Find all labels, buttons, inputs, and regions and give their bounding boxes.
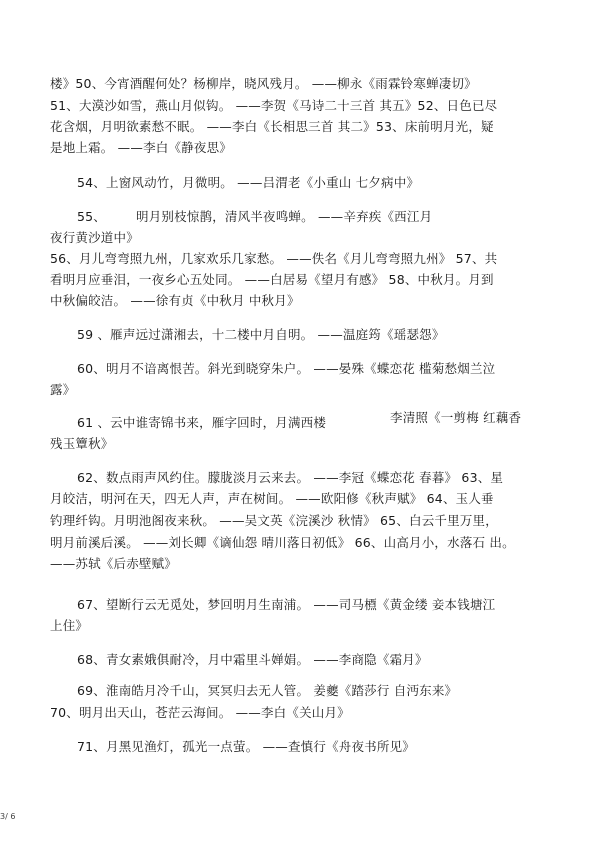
text-line: 是地上霜。 ——李白《静夜思》 (50, 140, 232, 155)
text-line: 中秋偏皎洁。 ——徐有贞《中秋月 中秋月》 (50, 293, 300, 308)
text-line: 月皎洁，明河在天，四无人声，声在树间。 ——欧阳修《秋声赋》 64、玉人垂 (50, 491, 494, 506)
page-number: 3/ 6 (0, 812, 16, 821)
text-line: 60、明月不谙离恨苦。斜光到晓穿朱户。 ——晏殊《蝶恋花 槛菊愁烟兰泣 (77, 361, 496, 376)
text-line: 上住》 (50, 618, 89, 633)
text-line: 看明月应垂泪，一夜乡心五处同。 ——白居易《望月有感》 58、中秋月。月到 (50, 272, 494, 287)
text-line: 54、上窗风动竹，月微明。 ——吕渭老《小重山 七夕病中》 (77, 175, 420, 190)
text-line: 露》 (50, 382, 76, 397)
text-line: 59 、雁声远过潇湘去，十二楼中月自明。 ——温庭筠《瑶瑟怨》 (77, 327, 445, 342)
text-line: 70、明月出天山，苍茫云海间。 ——李白《关山月》 (50, 705, 350, 720)
text-line: 67、望断行云无觅处，梦回明月生南浦。 ——司马槱《黄金缕 妾本钱塘江 (77, 597, 496, 612)
text-line: 楼》50、今宵酒醒何处？杨柳岸，晓风残月。 ——柳永《雨霖铃寒蝉凄切》 (50, 76, 477, 91)
text-line: 68、青女素娥俱耐冷，月中霜里斗婵娟。 ——李商隐《霜月》 (77, 652, 428, 667)
text-line: 71、月黑见渔灯，孤光一点萤。 ——查慎行《舟夜书所见》 (77, 739, 415, 754)
text-line: 花含烟，月明欲素愁不眠。 ——李白《长相思三首 其二》53、床前明月光，疑 (50, 119, 494, 134)
text-line: 61 、云中谁寄锦书来，雁字回时，月满西楼 (77, 415, 327, 430)
text-line: 明月别枝惊鹊，清风半夜鸣蝉。 ——辛弃疾《西江月 (136, 209, 433, 224)
text-line: 56、月儿弯弯照九州，几家欢乐几家愁。 ——佚名《月儿弯弯照九州》 57、共 (50, 251, 498, 266)
text-line: 明月前溪后溪。 ——刘长卿《谪仙怨 晴川落日初低》 66、山高月小，水落石 出。 (50, 535, 515, 550)
text-line: 夜行黄沙道中》 (50, 230, 139, 245)
text-line: 69、淮南皓月冷千山，冥冥归去无人管。 姜夔《踏莎行 自沔东来》 (77, 683, 458, 698)
text-line: ——苏轼《后赤壁赋》 (50, 556, 178, 571)
text-line: 残玉簟秋》 (50, 436, 114, 451)
text-line: 62、数点雨声风约住。朦胧淡月云来去。 ——李冠《蝶恋花 春暮》 63、星 (77, 470, 504, 485)
text-line: 55、 (77, 209, 107, 224)
text-line: 钓理纤钩。月明池阁夜来秋。 ——吴文英《浣溪沙 秋情》 65、白云千里万里， (50, 513, 498, 528)
text-line: 51、大漠沙如雪，燕山月似钩。 ——李贺《马诗二十三首 其五》52、日色已尽 (50, 98, 498, 113)
text-line: 李清照《一剪梅 红藕香 (390, 410, 522, 425)
